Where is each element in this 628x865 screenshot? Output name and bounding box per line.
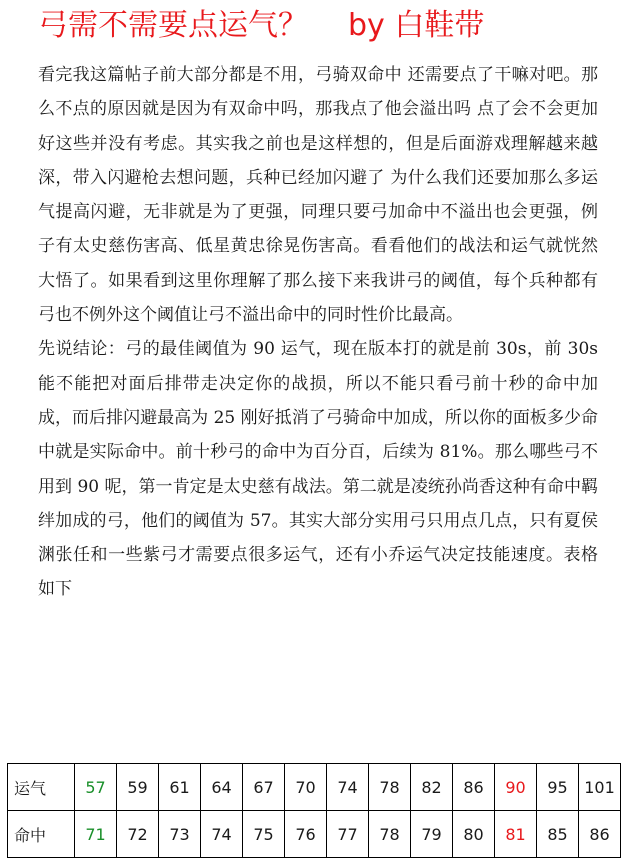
luck-cell: 82 [411, 764, 453, 811]
hit-cell: 74 [201, 811, 243, 858]
hit-cell: 77 [327, 811, 369, 858]
table-row-hit [8, 811, 621, 858]
hit-cell: 71 [75, 811, 117, 858]
table-row-luck [8, 764, 621, 811]
hit-cell: 80 [453, 811, 495, 858]
luck-cell: 90 [495, 764, 537, 811]
luck-cell: 64 [201, 764, 243, 811]
hit-cell: 86 [579, 811, 621, 858]
hit-cell: 75 [243, 811, 285, 858]
hit-cell: 81 [495, 811, 537, 858]
row-label-luck: 运气 [8, 764, 75, 811]
paragraph-2: 先说结论：弓的最佳阈值为 90 运气，现在版本打的就是前 30s，前 30s 能不能把对面后排带走决定你的战损，所以不能只看弓前十秒的命中加成，而后排闪避最高为 25 刚好抵消了弓骑命中加成，所以你的面板多少命中就是实际命中。前十秒弓的命中为百分百，后续为 81%。那么哪些弓不用到 90 呢，第一肯定是太史慈有战法。第二就是凌统孙尚香这种有命中羁绊加成的弓，他们的阈值为 57。其实大部分实用弓只用点几点，只有夏侯渊张任和一些紫弓才需要点很多运气，还有小乔运气决定技能速度。表格如下 [38, 339, 598, 600]
hit-cell: 78 [369, 811, 411, 858]
luck-hit-table [7, 763, 621, 858]
hit-cell: 76 [285, 811, 327, 858]
luck-cell: 57 [75, 764, 117, 811]
article-body [38, 58, 598, 607]
hit-cell: 73 [159, 811, 201, 858]
hit-cell: 72 [117, 811, 159, 858]
page-title [38, 6, 484, 46]
paragraph-1: 看完我这篇帖子前大部分都是不用，弓骑双命中 还需要点了干嘛对吧。那么不点的原因就是因为有双命中吗，那我点了他会溢出吗 点了会不会更加好这些并没有考虑。其实我之前也是这样想的，但是后面游戏理解越来越深，带入闪避枪去想问题，兵种已经加闪避了 为什么我们还要加那么多运气提高闪避，无非就是为了更强，同理只要弓加命中不溢出也会更强，例子有太史慈伤害高、低星黄忠徐晃伤害高。看看他们的战法和运气就恍然大悟了。如果看到这里你理解了那么接下来我讲弓的阈值，每个兵种都有弓也不例外这个阈值让弓不溢出命中的同时性价比最高。 [38, 65, 598, 326]
title-text: 弓需不需要点运气？ [38, 8, 308, 43]
hit-cell: 85 [537, 811, 579, 858]
row-label-hit: 命中 [8, 811, 75, 858]
luck-cell: 67 [243, 764, 285, 811]
luck-cell: 70 [285, 764, 327, 811]
luck-cell: 95 [537, 764, 579, 811]
author-text: by 白鞋带 [348, 8, 485, 43]
luck-cell: 61 [159, 764, 201, 811]
luck-cell: 74 [327, 764, 369, 811]
luck-cell: 86 [453, 764, 495, 811]
luck-cell: 101 [579, 764, 621, 811]
luck-cell: 59 [117, 764, 159, 811]
luck-cell: 78 [369, 764, 411, 811]
hit-cell: 79 [411, 811, 453, 858]
